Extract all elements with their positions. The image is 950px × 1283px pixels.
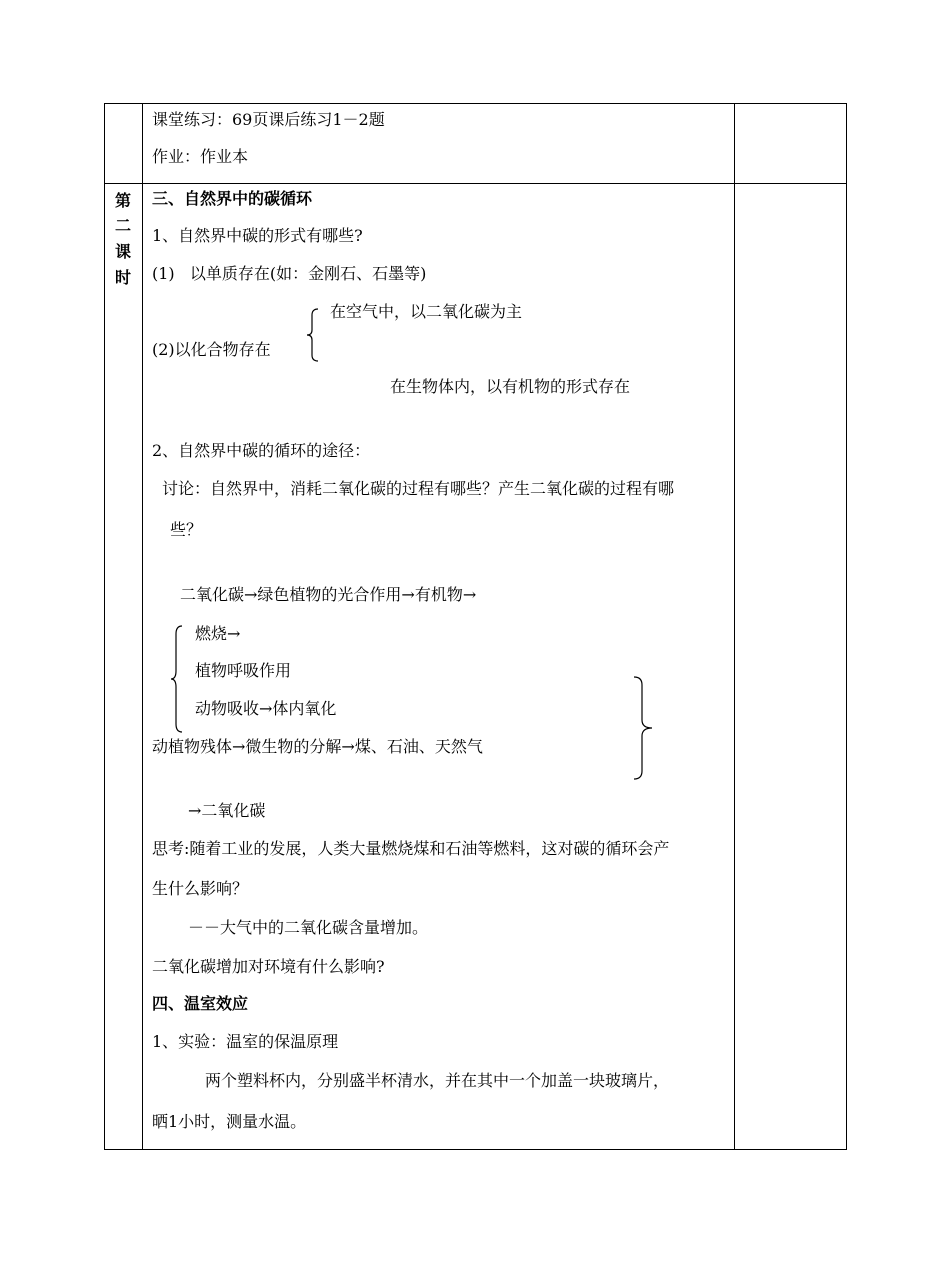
classroom-practice: 课堂练习：69页课后练习1－2题 bbox=[152, 110, 385, 129]
lesson-label-char: 二 bbox=[114, 216, 131, 235]
experiment-desc-1: 两个塑料杯内，分别盛半杯清水，并在其中一个加盖一块玻璃片， bbox=[205, 1071, 670, 1090]
cycle-line: 二氧化碳→绿色植物的光合作用→有机物→ bbox=[180, 585, 477, 604]
column-divider-right bbox=[734, 103, 735, 1150]
section-heading: 三、自然界中的碳循环 bbox=[152, 189, 313, 208]
item-2-label: (2)以化合物存在 bbox=[152, 340, 271, 359]
branch-plant-respiration: 植物呼吸作用 bbox=[195, 661, 292, 680]
left-brace-icon bbox=[170, 625, 184, 733]
branch-decay: 动植物残体→微生物的分解→煤、石油、天然气 bbox=[152, 737, 483, 756]
right-brace-icon bbox=[632, 676, 656, 780]
left-brace-icon bbox=[306, 308, 320, 362]
experiment-title: 1、实验：温室的保温原理 bbox=[152, 1032, 339, 1051]
lesson-label-char: 课 bbox=[114, 242, 131, 261]
item-2-air: 在空气中，以二氧化碳为主 bbox=[330, 302, 523, 321]
question-1: 1、自然界中碳的形式有哪些? bbox=[152, 226, 363, 245]
lesson-label-char: 第 bbox=[114, 191, 131, 210]
column-divider-left bbox=[142, 103, 143, 1150]
lesson-label-char: 时 bbox=[114, 268, 131, 287]
item-1: (1) 以单质存在(如：金刚石、石墨等) bbox=[152, 264, 427, 283]
answer: －－大气中的二氧化碳含量增加。 bbox=[188, 918, 429, 937]
think-line-2: 生什么影响？ bbox=[152, 879, 249, 898]
branch-burning: 燃烧→ bbox=[195, 624, 241, 643]
discussion-line-2: 些？ bbox=[170, 520, 203, 539]
homework: 作业：作业本 bbox=[152, 147, 249, 166]
item-2-bio: 在生物体内，以有机物的形式存在 bbox=[390, 377, 631, 396]
section-heading: 四、温室效应 bbox=[152, 994, 249, 1013]
branch-animal: 动物吸收→体内氧化 bbox=[195, 699, 337, 718]
experiment-desc-2: 晒1小时，测量水温。 bbox=[152, 1112, 307, 1131]
think-line-1: 思考:随着工业的发展，人类大量燃烧煤和石油等燃料，这对碳的循环会产 bbox=[152, 839, 670, 858]
cycle-end: →二氧化碳 bbox=[188, 801, 266, 820]
question-2: 2、自然界中碳的循环的途径： bbox=[152, 441, 371, 460]
row-divider bbox=[104, 183, 847, 184]
discussion-line-1: 讨论：自然界中，消耗二氧化碳的过程有哪些？产生二氧化碳的过程有哪 bbox=[162, 479, 675, 498]
question-3: 二氧化碳增加对环境有什么影响? bbox=[152, 957, 385, 976]
